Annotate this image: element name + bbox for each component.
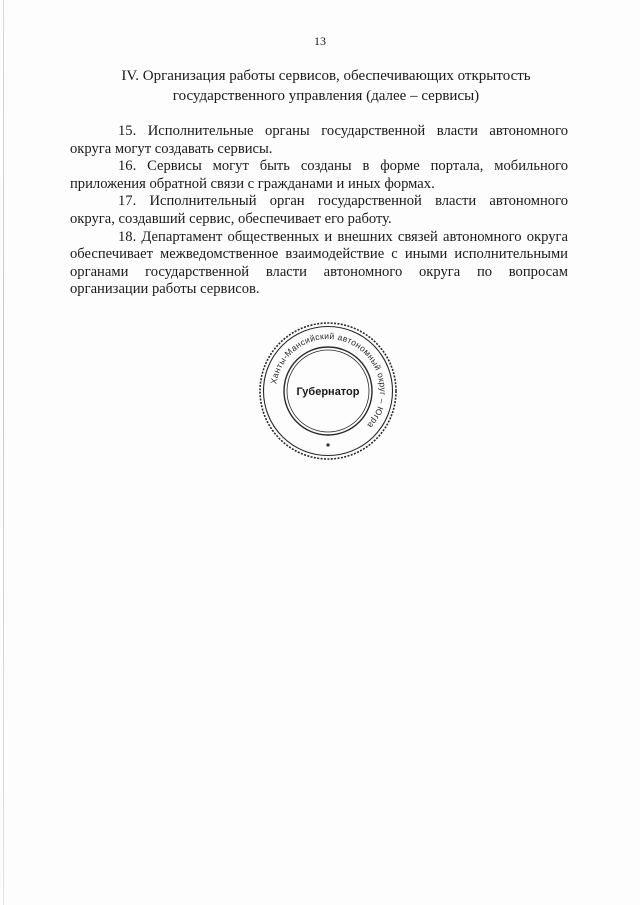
section-heading-line-2: государственного управления (далее – сервисы)	[172, 88, 480, 104]
page-number: 13	[314, 34, 326, 48]
paragraph-17: 17. Исполнительный орган государственной власти автономного округа, создавший сервис, обеспечивает его работу.	[70, 193, 568, 227]
body-text	[70, 123, 568, 299]
seal-bottom-dot	[326, 443, 329, 446]
seal-graphic	[257, 320, 399, 462]
governor-seal-stamp	[257, 320, 399, 462]
section-heading-line-1: IV. Организация работы сервисов, обеспечивающих открытость	[121, 68, 531, 84]
paragraph-15: 15. Исполнительные органы государственной власти автономного округа могут создавать сервисы.	[70, 123, 568, 157]
seal-ring-text: Ханты-Мансийский автономный округ – Югра	[268, 330, 389, 431]
paragraph-16: 16. Сервисы могут быть созданы в форме портала, мобильного приложения обратной связи с гражданами и иных формах.	[70, 158, 568, 192]
scan-edge-line	[3, 0, 4, 905]
seal-center-text: Губернатор	[296, 386, 360, 398]
section-heading	[96, 66, 556, 106]
paragraph-18: 18. Департамент общественных и внешних связей автономного округа обеспечивает межведомственное взаимодействие с иными исполнительными органами государственной власти автономного округа по вопросам организации работы сервисов.	[70, 228, 568, 298]
